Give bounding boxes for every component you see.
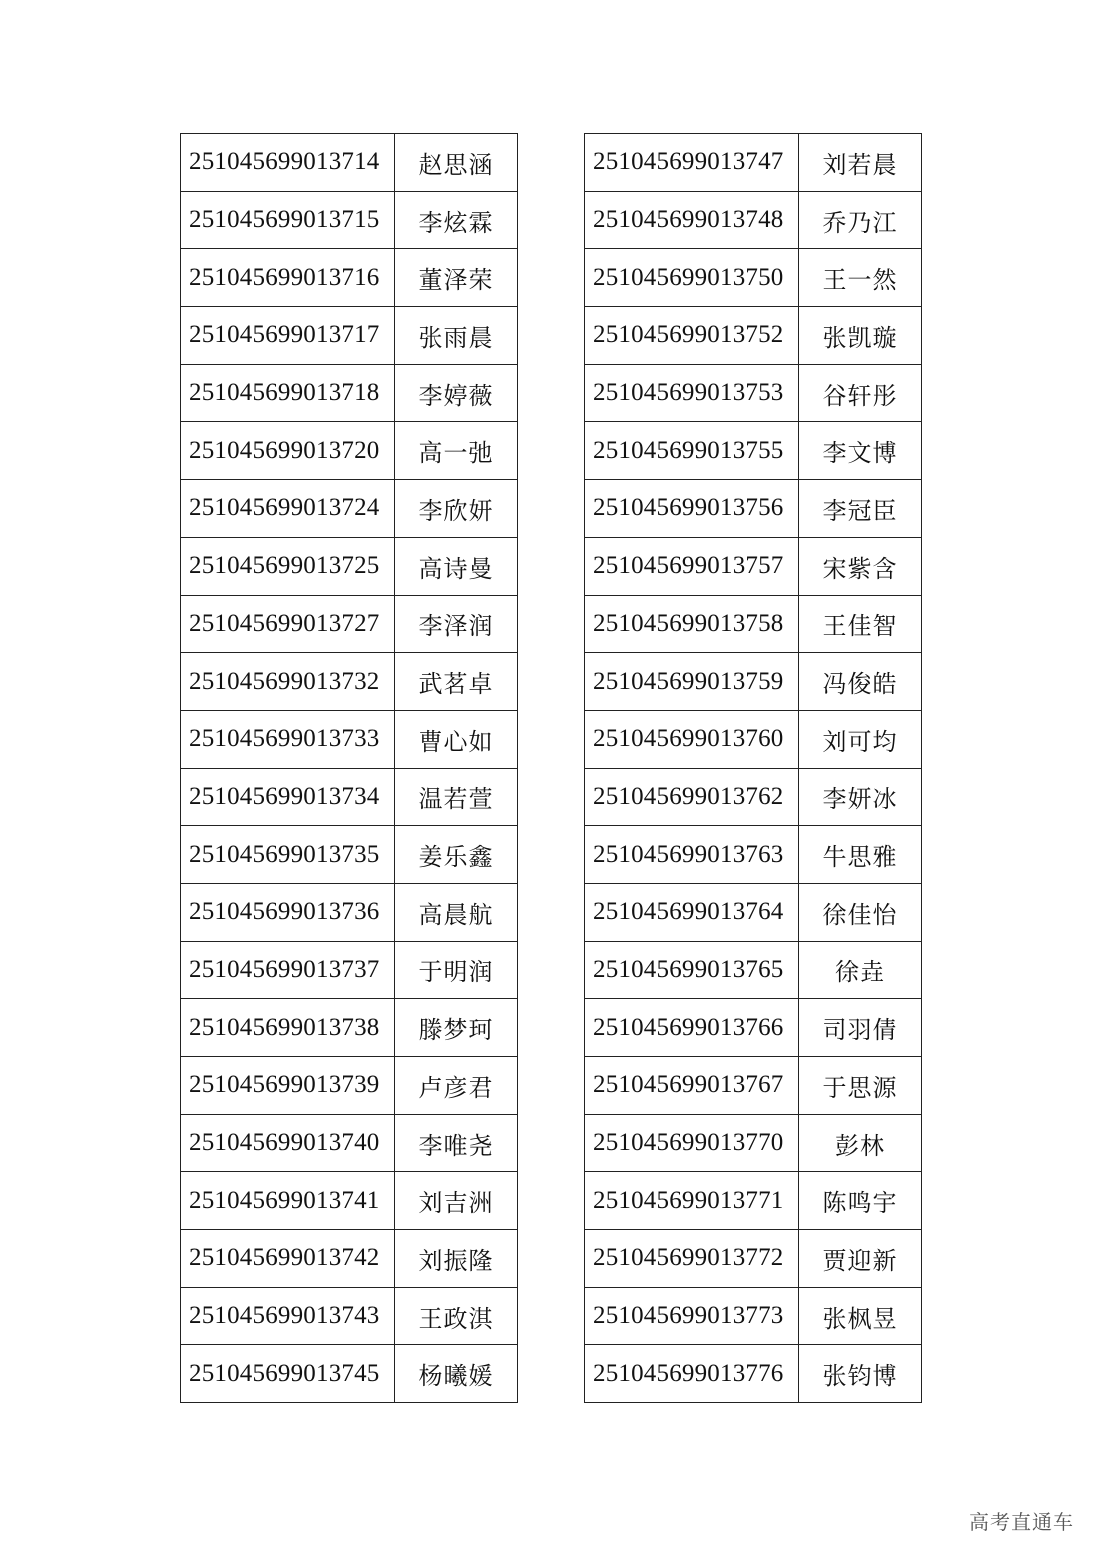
table-row bbox=[585, 653, 922, 711]
right-table-body bbox=[585, 134, 922, 1403]
candidate-id-cell: 251045699013747 bbox=[585, 134, 799, 192]
student-name-cell: 高晨航 bbox=[395, 883, 518, 941]
table-row bbox=[181, 422, 518, 480]
table-row bbox=[181, 883, 518, 941]
table-row bbox=[585, 191, 922, 249]
student-name-cell: 刘吉洲 bbox=[395, 1172, 518, 1230]
table-row bbox=[181, 1057, 518, 1115]
table-row bbox=[181, 1230, 518, 1288]
table-row bbox=[585, 1230, 922, 1288]
candidate-id-cell: 251045699013737 bbox=[181, 941, 395, 999]
candidate-id-cell: 251045699013767 bbox=[585, 1057, 799, 1115]
table-row bbox=[181, 826, 518, 884]
table-row bbox=[181, 191, 518, 249]
student-name-cell: 于思源 bbox=[799, 1057, 922, 1115]
candidate-id-cell: 251045699013716 bbox=[181, 249, 395, 307]
table-row bbox=[585, 480, 922, 538]
table-row bbox=[181, 480, 518, 538]
candidate-id-cell: 251045699013742 bbox=[181, 1230, 395, 1288]
table-row bbox=[585, 537, 922, 595]
candidate-id-cell: 251045699013758 bbox=[585, 595, 799, 653]
candidate-id-cell: 251045699013772 bbox=[585, 1230, 799, 1288]
student-name-cell: 刘可均 bbox=[799, 710, 922, 768]
candidate-id-cell: 251045699013735 bbox=[181, 826, 395, 884]
candidate-id-cell: 251045699013763 bbox=[585, 826, 799, 884]
student-name-cell: 杨曦媛 bbox=[395, 1345, 518, 1403]
candidate-id-cell: 251045699013734 bbox=[181, 768, 395, 826]
table-row bbox=[181, 768, 518, 826]
candidate-id-cell: 251045699013757 bbox=[585, 537, 799, 595]
student-name-cell: 张枫昱 bbox=[799, 1287, 922, 1345]
student-name-cell: 徐垚 bbox=[799, 941, 922, 999]
student-name-cell: 李文博 bbox=[799, 422, 922, 480]
student-name-cell: 武茗卓 bbox=[395, 653, 518, 711]
student-name-cell: 李唯尧 bbox=[395, 1114, 518, 1172]
student-name-cell: 张凯璇 bbox=[799, 307, 922, 365]
table-row bbox=[181, 999, 518, 1057]
table-row bbox=[181, 1114, 518, 1172]
left-student-table bbox=[180, 133, 518, 1403]
table-row bbox=[585, 883, 922, 941]
table-row bbox=[585, 134, 922, 192]
table-row bbox=[585, 710, 922, 768]
candidate-id-cell: 251045699013741 bbox=[181, 1172, 395, 1230]
candidate-id-cell: 251045699013755 bbox=[585, 422, 799, 480]
table-row bbox=[181, 537, 518, 595]
student-name-cell: 乔乃江 bbox=[799, 191, 922, 249]
candidate-id-cell: 251045699013720 bbox=[181, 422, 395, 480]
table-row bbox=[181, 1172, 518, 1230]
student-name-cell: 李泽润 bbox=[395, 595, 518, 653]
candidate-id-cell: 251045699013733 bbox=[181, 710, 395, 768]
student-name-cell: 卢彦君 bbox=[395, 1057, 518, 1115]
table-row bbox=[181, 1345, 518, 1403]
table-row bbox=[181, 364, 518, 422]
student-name-cell: 贾迎新 bbox=[799, 1230, 922, 1288]
candidate-id-cell: 251045699013717 bbox=[181, 307, 395, 365]
student-name-cell: 董泽荣 bbox=[395, 249, 518, 307]
student-name-cell: 冯俊皓 bbox=[799, 653, 922, 711]
student-name-cell: 王佳智 bbox=[799, 595, 922, 653]
student-name-cell: 高诗曼 bbox=[395, 537, 518, 595]
candidate-id-cell: 251045699013776 bbox=[585, 1345, 799, 1403]
table-row bbox=[181, 1287, 518, 1345]
student-name-cell: 谷轩彤 bbox=[799, 364, 922, 422]
student-name-cell: 温若萱 bbox=[395, 768, 518, 826]
candidate-id-cell: 251045699013745 bbox=[181, 1345, 395, 1403]
student-name-cell: 张钧博 bbox=[799, 1345, 922, 1403]
table-row bbox=[585, 1172, 922, 1230]
student-name-cell: 李妍冰 bbox=[799, 768, 922, 826]
student-name-cell: 王政淇 bbox=[395, 1287, 518, 1345]
table-row bbox=[585, 826, 922, 884]
candidate-id-cell: 251045699013766 bbox=[585, 999, 799, 1057]
table-row bbox=[585, 941, 922, 999]
student-name-cell: 姜乐鑫 bbox=[395, 826, 518, 884]
candidate-id-cell: 251045699013753 bbox=[585, 364, 799, 422]
student-name-cell: 李炫霖 bbox=[395, 191, 518, 249]
candidate-id-cell: 251045699013725 bbox=[181, 537, 395, 595]
table-row bbox=[181, 941, 518, 999]
candidate-id-cell: 251045699013739 bbox=[181, 1057, 395, 1115]
candidate-id-cell: 251045699013762 bbox=[585, 768, 799, 826]
student-name-cell: 于明润 bbox=[395, 941, 518, 999]
candidate-id-cell: 251045699013765 bbox=[585, 941, 799, 999]
student-name-cell: 王一然 bbox=[799, 249, 922, 307]
student-name-cell: 李冠臣 bbox=[799, 480, 922, 538]
table-row bbox=[585, 307, 922, 365]
student-name-cell: 司羽倩 bbox=[799, 999, 922, 1057]
candidate-id-cell: 251045699013732 bbox=[181, 653, 395, 711]
student-name-cell: 徐佳怡 bbox=[799, 883, 922, 941]
candidate-id-cell: 251045699013740 bbox=[181, 1114, 395, 1172]
table-row bbox=[585, 249, 922, 307]
student-name-cell: 高一弛 bbox=[395, 422, 518, 480]
student-name-cell: 曹心如 bbox=[395, 710, 518, 768]
candidate-id-cell: 251045699013773 bbox=[585, 1287, 799, 1345]
table-row bbox=[181, 653, 518, 711]
student-name-cell: 彭林 bbox=[799, 1114, 922, 1172]
student-name-cell: 赵思涵 bbox=[395, 134, 518, 192]
candidate-id-cell: 251045699013759 bbox=[585, 653, 799, 711]
table-row bbox=[181, 595, 518, 653]
student-name-cell: 李婷薇 bbox=[395, 364, 518, 422]
student-name-cell: 陈鸣宇 bbox=[799, 1172, 922, 1230]
table-row bbox=[585, 999, 922, 1057]
left-table-body bbox=[181, 134, 518, 1403]
student-name-cell: 李欣妍 bbox=[395, 480, 518, 538]
table-row bbox=[585, 768, 922, 826]
candidate-id-cell: 251045699013748 bbox=[585, 191, 799, 249]
right-student-table bbox=[584, 133, 922, 1403]
candidate-id-cell: 251045699013750 bbox=[585, 249, 799, 307]
table-row bbox=[585, 364, 922, 422]
table-row bbox=[585, 1057, 922, 1115]
student-name-cell: 宋紫含 bbox=[799, 537, 922, 595]
table-row bbox=[181, 710, 518, 768]
candidate-id-cell: 251045699013760 bbox=[585, 710, 799, 768]
watermark-text: 高考直通车 bbox=[969, 1510, 1074, 1534]
table-row bbox=[181, 249, 518, 307]
table-row bbox=[585, 422, 922, 480]
candidate-id-cell: 251045699013743 bbox=[181, 1287, 395, 1345]
candidate-id-cell: 251045699013764 bbox=[585, 883, 799, 941]
student-name-cell: 张雨晨 bbox=[395, 307, 518, 365]
student-name-cell: 牛思雅 bbox=[799, 826, 922, 884]
candidate-id-cell: 251045699013756 bbox=[585, 480, 799, 538]
candidate-id-cell: 251045699013714 bbox=[181, 134, 395, 192]
candidate-id-cell: 251045699013715 bbox=[181, 191, 395, 249]
table-row bbox=[585, 595, 922, 653]
student-name-cell: 刘若晨 bbox=[799, 134, 922, 192]
student-name-cell: 滕梦珂 bbox=[395, 999, 518, 1057]
candidate-id-cell: 251045699013736 bbox=[181, 883, 395, 941]
table-row bbox=[585, 1345, 922, 1403]
table-row bbox=[585, 1114, 922, 1172]
candidate-id-cell: 251045699013724 bbox=[181, 480, 395, 538]
table-row bbox=[181, 307, 518, 365]
candidate-id-cell: 251045699013727 bbox=[181, 595, 395, 653]
table-row bbox=[585, 1287, 922, 1345]
student-name-cell: 刘振隆 bbox=[395, 1230, 518, 1288]
candidate-id-cell: 251045699013752 bbox=[585, 307, 799, 365]
candidate-id-cell: 251045699013770 bbox=[585, 1114, 799, 1172]
table-row bbox=[181, 134, 518, 192]
candidate-id-cell: 251045699013771 bbox=[585, 1172, 799, 1230]
candidate-id-cell: 251045699013738 bbox=[181, 999, 395, 1057]
candidate-id-cell: 251045699013718 bbox=[181, 364, 395, 422]
